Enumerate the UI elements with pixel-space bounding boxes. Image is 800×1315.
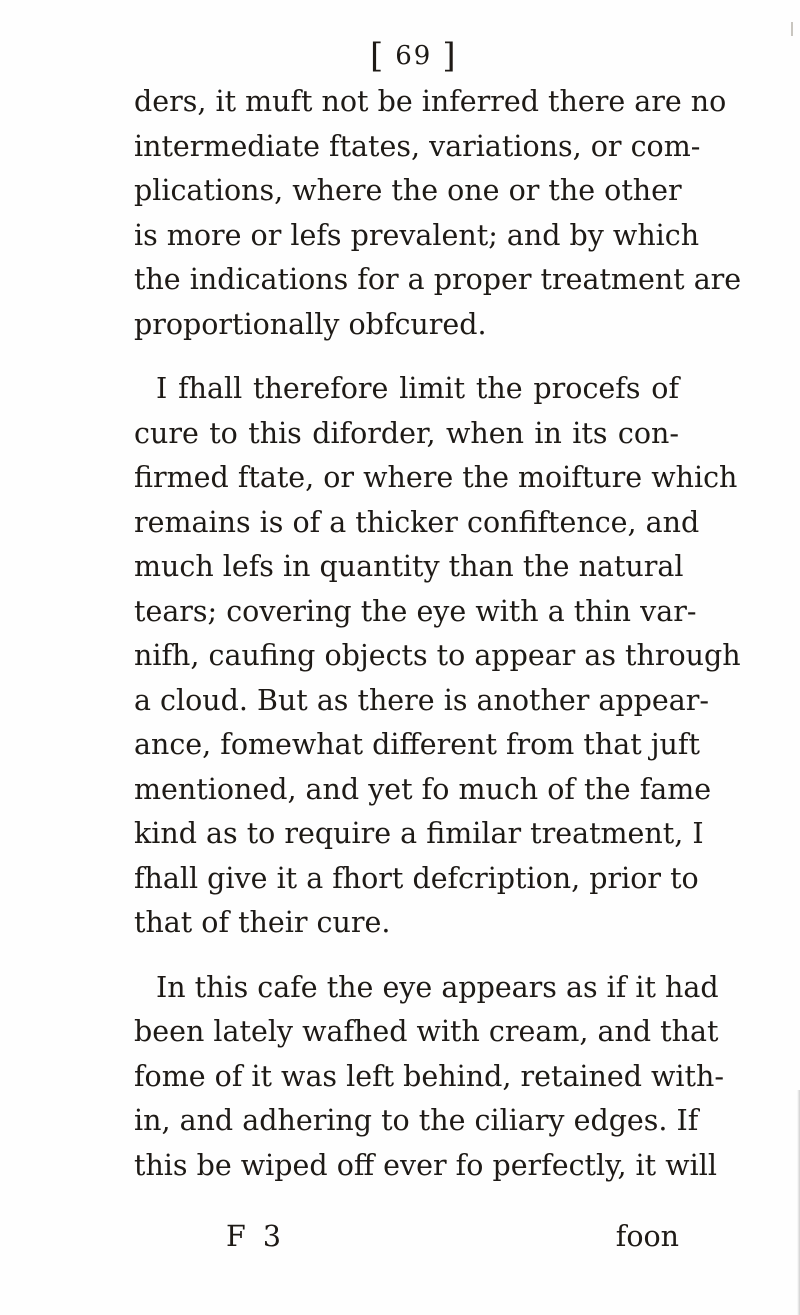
body-text	[134, 80, 742, 1188]
page-number: 69	[395, 41, 433, 71]
catchword: foon	[615, 1220, 679, 1253]
text-line: In this cafe the eye appears as if it had	[156, 970, 719, 1004]
text-line: been lately wafhed with cream, and that	[134, 1015, 719, 1048]
text-line: plications, where the one or the other	[134, 174, 682, 207]
page-header	[370, 36, 458, 76]
text-line: kind as to require a fimilar treatment, I	[134, 817, 704, 850]
text-line: proportionally obfcured.	[134, 307, 487, 341]
text-line: a cloud. But as there is another appear-	[134, 683, 709, 717]
text-line: fome of it was left behind, retained with-	[134, 1059, 724, 1093]
signature-mark: F 3	[226, 1220, 285, 1253]
paragraph-3	[134, 966, 724, 1189]
right-bracket: ]	[442, 36, 458, 76]
text-line: ders, it muft not be inferred there are no	[134, 85, 727, 118]
text-line: this be wiped off ever fo perfectly, it will	[134, 1148, 717, 1182]
page-edge-mark	[791, 22, 793, 36]
text-line: fhall give it a fhort defcription, prior to	[134, 861, 699, 895]
text-line: intermediate ftates, variations, or com-	[134, 129, 701, 163]
page-footer	[134, 1220, 679, 1260]
text-line: cure to this diforder, when in its con-	[134, 416, 679, 450]
paragraph-2	[134, 367, 741, 946]
paragraph-1	[134, 80, 742, 347]
text-line: remains is of a thicker confiftence, and	[134, 505, 700, 539]
text-line: firmed ftate, or where the moifture which	[134, 461, 738, 494]
text-line: I fhall therefore limit the procefs of	[156, 372, 679, 405]
text-line: much lefs in quantity than the natural	[134, 550, 684, 583]
left-bracket: [	[370, 36, 386, 76]
text-line: tears; covering the eye with a thin var-	[134, 594, 697, 628]
text-line: in, and adhering to the ciliary edges. If	[134, 1104, 699, 1137]
text-line: that of their cure.	[134, 906, 391, 939]
text-line: is more or lefs prevalent; and by which	[134, 218, 700, 252]
text-line: nifh, caufing objects to appear as through	[134, 639, 741, 672]
text-line: the indications for a proper treatment are	[134, 263, 742, 296]
text-line: mentioned, and yet fo much of the fame	[134, 772, 712, 806]
text-line: ance, fomewhat different from that juft	[134, 728, 700, 761]
